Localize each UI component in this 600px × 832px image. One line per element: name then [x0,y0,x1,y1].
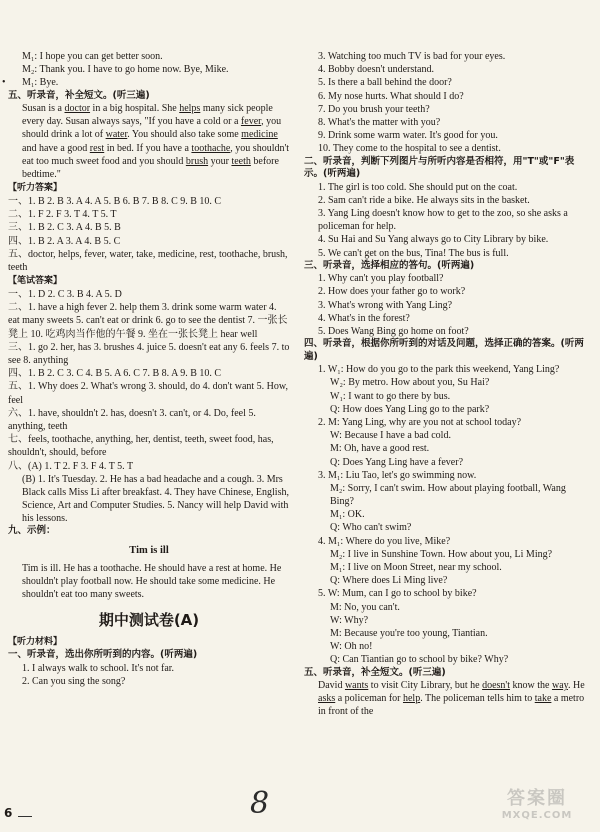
left_column-line: 三、1. B 2. C 3. A 4. B 5. B [8,222,121,234]
left_column-line: 二、1. have a high fever 2. help them 3. drink some warm water 4. eat many sweets 5. can't eat or drink 6. go to see the dentist 7. 一张长凳上 10. 吃鸡肉当作他的午餐 9. 坐在一张长凳上 hear well [8,302,288,340]
right_column-line: Q: Can Tiantian go to school by bike? Why? [330,654,509,666]
right_column-line: M₂: I live in Sunshine Town. How about you, Li Ming? [330,548,553,560]
watermark-bottom: MXQE.COM [501,810,573,821]
right_column-line: M₁: I live on Moon Street, near my school. [330,562,502,574]
right_column-line: 10. They come to the hospital to see a dentist. [318,143,501,155]
margin-dot: • [2,77,6,88]
watermark-top: 答案圈 [507,788,567,809]
right_column-line: M₂: Sorry, I can't swim. How about playing football, Wang Bing? [330,482,566,508]
right_column-line: 3. M₁: Liu Tao, let's go swimming now. [318,469,477,481]
left_column-line: 【笔试答案】 [8,276,63,287]
left_column-line: 期中测试卷(A) [98,611,200,630]
left_column-line: 一、听录音，选出你所听到的内容。(听两遍) [8,649,198,661]
right-column [304,50,590,719]
left_column-line: 三、1. go 2. her, has 3. brushes 4. juice 5. doesn't eat any 6. feels 7. to see 8. anything [8,341,290,367]
left_column-line: 四、1. B 2. C 3. C 4. B 5. A 6. C 7. B 8. A 9. B 10. C [8,368,222,380]
left_column-line: 五、1. Why does 2. What's wrong 3. should, do 4. don't want 5. How, feel [8,381,288,406]
right_column-line: 2. M: Yang Ling, why are you not at school today? [318,416,522,428]
right_column-line: 7. Do you brush your teeth? [318,103,430,115]
right_column-line: 二、听录音，判断下列图片与所听内容是否相符，用"T"或"F"表示。(听两遍) [304,155,575,180]
left_column-line: Tim is ill [129,545,169,556]
page-number: 6 [4,806,13,821]
right_column-line: 1. The girl is too cold. She should put on the coat. [318,181,518,193]
right_column-line: 4. Bobby doesn't understand. [318,64,434,76]
right_column-line: Q: Does Yang Ling have a fever? [330,456,464,468]
right_column-line: 4. M₁: Where do you live, Mike? [318,535,451,547]
right_column-line: 5. Is there a ball behind the door? [318,77,452,89]
right_column-line: 四、听录音，根据你所听到的对话及问题，选择正确的答案。(听两遍) [304,338,584,362]
handwritten-mark: 8 [250,786,270,822]
right_column-line: 5. Does Wang Bing go home on foot? [318,325,469,337]
right_column-line: Q: Where does Li Ming live? [330,575,448,587]
left_column-line: 1. I always walk to school. It's not far. [22,662,175,674]
right_column-line: 3. Watching too much TV is bad for your eyes. [318,51,506,62]
right_column-line: 5. We can't get on the bus, Tina! The bus is full. [318,247,509,259]
left_column-line: 七、feels, toothache, anything, her, dentist, teeth, sweet food, has, shouldn't, should, before [8,434,274,459]
left_column-line: 四、1. B 2. A 3. A 4. B 5. C [8,235,121,247]
right_column-line: Q: Who can't swim? [330,522,412,534]
right_column-line: M: Because you're too young, Tiantian. [330,627,488,639]
left_column-line: M₂: Thank you. I have to go home now. Bye, Mike. [22,64,229,76]
right_column-line: 5. W: Mum, can I go to school by bike? [318,588,477,600]
right_column-line: W: Oh no! [330,641,373,653]
left_column-line: 五、doctor, helps, fever, water, take, medicine, rest, toothache, brush, teeth [8,248,288,274]
right_column-line: M: No, you can't. [330,601,400,613]
page-number-rule [18,816,32,817]
left_column-line: M₁: I hope you can get better soon. [22,51,163,62]
left_column-line: 二、1. F 2. F 3. T 4. T 5. T [8,209,117,221]
right_column-line: 9. Drink some warm water. It's good for you. [318,130,498,142]
right_column-line: W₂: By metro. How about you, Su Hai? [330,377,490,389]
right_column-line: Q: How does Yang Ling go to the park? [330,403,490,415]
right_column-line: 8. What's the matter with you? [318,116,441,128]
right_column-line: 五、听录音，补全短文。(听三遍) [304,666,446,678]
right_column-line: 1. Why can't you play football? [318,273,444,285]
right_column-line: 4. What's in the forest? [318,312,410,324]
right_column-line: 2. How does your father go to work? [318,286,466,298]
right_column-line: 3. Yang Ling doesn't know how to get to the zoo, so she asks a policeman for help. [318,207,568,233]
right_column-line: 4. Su Hai and Su Yang always go to City Library by bike. [318,234,549,246]
right_column-line: M₁: OK. [330,509,365,521]
left_column-line: 九、示例： [8,525,56,537]
right_column-line: 2. Sam can't ride a bike. He always sits in the basket. [318,194,530,206]
left_column-line: 2. Can you sing the song? [22,675,126,687]
left_column-line: 一、1. D 2. C 3. B 4. A 5. D [8,289,122,301]
right_column-line: W: Because I have a bad cold. [330,430,451,442]
right_column-line: 6. My nose hurts. What should I do? [318,90,464,102]
left_column-line: 【听力答案】 [8,183,63,194]
watermark-logo [482,788,592,828]
left_column-line: Susan is a doctor in a big hospital. She helps many sick people every day. Susan always says, "If you have a cold or a fever, you should drink a lot of water. You should also take some medicine and have a good rest in bed. If you have a toothache, you shouldn't eat too much sweet food and you should brush your teeth before bedtime." [22,103,290,181]
right_column-line: 1. W₁: How do you go to the park this weekend, Yang Ling? [318,364,560,376]
right_column-line: 3. What's wrong with Yang Ling? [318,299,453,311]
left_column-line: 【听力材料】 [8,637,63,648]
right_column-line: W₁: I want to go there by bus. [330,390,451,402]
right_column-line: David wants to visit City Library, but he doesn't know the way. He asks a policeman for help. The policeman tells him to take a metro in front of the [318,680,585,718]
right_column-line: 三、听录音，选择相应的答句。(听两遍) [304,259,475,271]
left_column-line: M₁: Bye. [22,77,59,89]
left_column-line: 一、1. B 2. B 3. A 4. A 5. B 6. B 7. B 8. C 9. B 10. C [8,196,222,208]
left-column [8,50,290,688]
left_column-line: (B) 1. It's Tuesday. 2. He has a bad headache and a cough. 3. Mrs Black calls Miss Li after breakfast. 4. They have Chinese, English, Science, Art and Computer Studies. 5. Nancy will help David with his lessons. [22,473,289,525]
left_column-line: 六、1. have, shouldn't 2. has, doesn't 3. can't, or 4. Do, feel 5. anything, teeth [8,407,256,432]
left_column-line: 八、(A) 1. T 2. F 3. F 4. T 5. T [8,460,134,472]
right_column-line: W: Why? [330,614,369,626]
right_column-line: M: Oh, have a good rest. [330,443,430,455]
left_column-line: 五、听录音，补全短文。(听三遍) [8,89,150,101]
left_column-line: Tim is ill. He has a toothache. He should have a rest at home. He shouldn't play football now. He should take some medicine. He shouldn't eat too many sweets. [22,562,282,601]
